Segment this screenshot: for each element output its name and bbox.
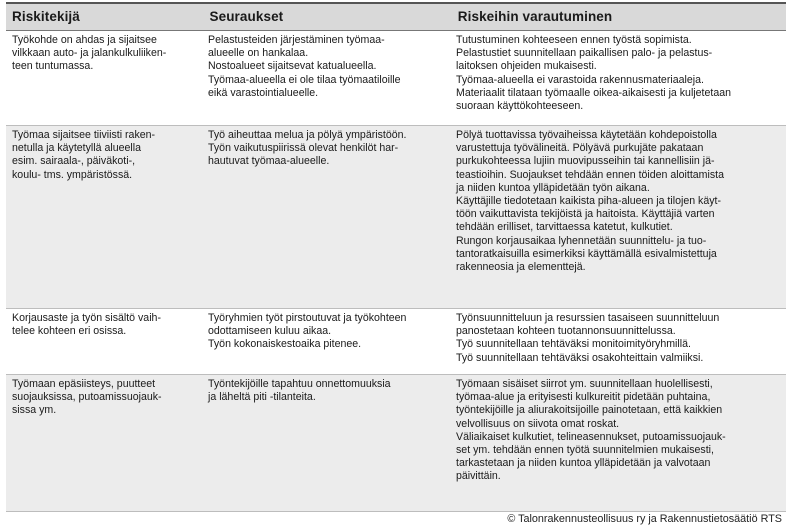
cell-line: set ym. tehdään ennen työtä suunnitelmien mukaisesti,: [456, 444, 714, 457]
cell-line: panostetaan kohteen tuotannonsuunnittelussa.: [456, 325, 676, 338]
cell-line: tehdään erilliset, tarvittaessa katetut, kulkutiet.: [456, 221, 673, 234]
cell-line: Korjausaste ja työn sisältö vaih-: [12, 312, 161, 324]
preparation-cell: [450, 309, 786, 374]
cell-line: ja niiden kuntoa ylläpidetään työn aikana.: [456, 181, 650, 194]
consequence-cell: [202, 126, 450, 308]
cell-line: varustettuja työvälineitä. Pölyävä purkujäte pakataan: [456, 142, 704, 155]
preparation-cell: [450, 375, 786, 511]
cell-line: Työryhmien työt pirstoutuvat ja työkohteen: [208, 312, 407, 324]
cell-line: Nostoalueet sijaitsevat katualueella.: [208, 60, 377, 73]
header-consequence: Seuraukset: [209, 9, 284, 24]
cell-line: suojauksissa, putoamissuojauk-: [12, 391, 162, 404]
cell-line: Työmaa sijaitsee tiiviisti raken-: [12, 129, 156, 141]
cell-line: telee kohteen eri osissa.: [12, 325, 127, 338]
cell-line: Pelastusteiden järjestäminen työmaa-: [208, 34, 385, 46]
cell-line: teen tuntumassa.: [12, 60, 94, 73]
consequence-cell: [202, 375, 450, 511]
cell-line: Työmaa-alueella ei varastoida rakennusmateriaaleja.: [456, 73, 704, 86]
cell-line: Rungon korjausaikaa lyhennetään suunnittelu- ja tuo-: [456, 234, 707, 247]
cell-line: Pelastustiet suunnitellaan paikallisen palo- ja pelastus-: [456, 47, 713, 60]
cell-line: päivittäin.: [456, 470, 501, 483]
cell-line: Työmaan epäsiisteys, puutteet: [12, 378, 156, 390]
table-header: [6, 2, 786, 31]
cell-line: suoraan käyttökohteeseen.: [456, 100, 584, 113]
cell-line: alueelle on hankalaa.: [208, 47, 309, 60]
copyright-credit: © Talonrakennusteollisuus ry ja Rakennustietosäätiö RTS: [507, 513, 782, 525]
consequence-cell: [202, 31, 450, 125]
table-row: [6, 375, 786, 512]
cell-line: Käyttäjille tiedotetaan kaikista piha-alueen ja tilojen käyt-: [456, 195, 721, 208]
cell-line: odottamiseen kuluu aikaa.: [208, 325, 332, 338]
cell-line: velvollisuus on siivota omat roskat.: [456, 417, 620, 430]
risk-cell: [6, 31, 202, 125]
risk-table: [6, 2, 786, 512]
cell-line: Tutustuminen kohteeseen ennen työstä sopimista.: [456, 34, 692, 46]
risk-cell: [6, 309, 202, 374]
cell-line: koulu- tms. ympäristössä.: [12, 168, 133, 181]
cell-line: netulla ja käytetyllä alueella: [12, 142, 141, 155]
cell-line: tarkastetaan ja niiden kuntoa ylläpidetään ja valvotaan: [456, 457, 711, 470]
cell-line: laitoksen ohjeiden mukaisesti.: [456, 60, 597, 73]
risk-cell: [6, 126, 202, 308]
cell-line: töön vaikuttavista tekijöistä ja haitoista. Käyttäjiä varten: [456, 208, 715, 221]
table-row: [6, 126, 786, 309]
cell-line: teastioihin. Suojaukset tehdään ennen töiden aloittamista: [456, 168, 724, 181]
cell-line: vilkkaan auto- ja jalankulkuliiken-: [12, 47, 167, 60]
cell-line: hautuvat työmaa-alueelle.: [208, 155, 330, 168]
cell-line: sissa ym.: [12, 404, 57, 417]
cell-line: rakenneosia ja elementtejä.: [456, 261, 586, 274]
cell-line: eikä varastointialueelle.: [208, 86, 319, 99]
cell-line: työmaa-alue ja erityisesti kulkureitit pidetään puhtaina,: [456, 391, 711, 404]
cell-line: Pölyä tuottavissa työvaiheissa käytetään kohdepoistolla: [456, 129, 717, 141]
preparation-cell: [450, 126, 786, 308]
cell-line: Väliaikaiset kulkutiet, telineasennukset, putoamissuojauk-: [456, 430, 726, 443]
header-risk: Riskitekijä: [12, 9, 80, 24]
cell-line: Materiaalit tilataan työmaalle oikea-aikaisesti ja kuljetetaan: [456, 86, 731, 99]
consequence-cell: [202, 309, 450, 374]
table-row: [6, 31, 786, 126]
cell-line: purkukohteessa lujiin muovipusseihin tai kannellisiin jä-: [456, 155, 715, 168]
cell-line: Työmaan sisäiset siirrot ym. suunnitellaan huolellisesti,: [456, 378, 713, 390]
cell-line: Työntekijöille tapahtuu onnettomuuksia: [208, 378, 391, 390]
cell-line: Työn vaikutuspiirissä olevat henkilöt har-: [208, 142, 399, 155]
cell-line: esim. sairaala-, päiväkoti-,: [12, 155, 136, 168]
risk-cell: [6, 375, 202, 511]
cell-line: Työmaa-alueella ei ole tilaa työmaatiloille: [208, 73, 401, 86]
cell-line: Työ aiheuttaa melua ja pölyä ympäristöön.: [208, 129, 407, 141]
header-preparation: Riskeihin varautuminen: [457, 9, 613, 24]
preparation-cell: [450, 31, 786, 125]
cell-line: Työkohde on ahdas ja sijaitsee: [12, 34, 157, 46]
cell-line: työntekijöille ja aliurakoitsijoille painotetaan, että kaikkien: [456, 404, 723, 417]
cell-line: ja läheltä piti -tilanteita.: [208, 391, 316, 404]
cell-line: Työ suunnitellaan tehtäväksi monitoimityöryhmillä.: [456, 338, 691, 351]
table-row: [6, 309, 786, 375]
cell-line: Työnsuunnitteluun ja resurssien tasaiseen suunnitteluun: [456, 312, 720, 324]
cell-line: Työ suunnitellaan tehtäväksi osakohteittain valmiiksi.: [456, 351, 704, 364]
cell-line: Työn kokonaiskestoaika pitenee.: [208, 338, 362, 351]
cell-line: tantoratkaisuilla esimerkiksi käyttämällä esivalmistettuja: [456, 247, 717, 260]
